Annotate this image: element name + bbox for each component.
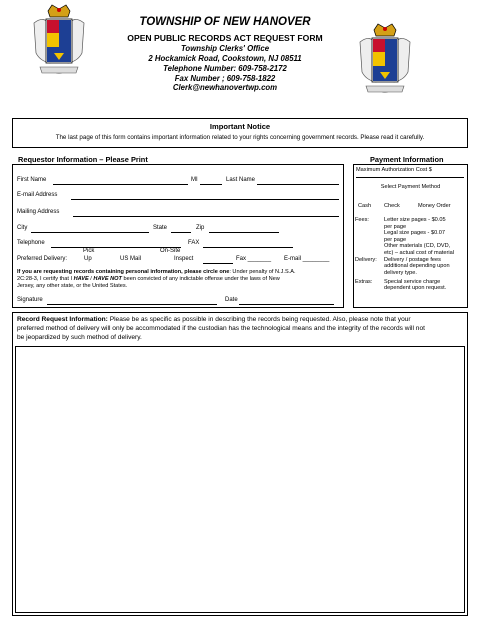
mailing-field[interactable] bbox=[73, 216, 339, 217]
certify-line-1 bbox=[17, 269, 343, 276]
requestor-heading: Requestor Information – Please Print bbox=[18, 155, 148, 164]
email-label: E-mail Address bbox=[17, 192, 58, 198]
inspect-blank bbox=[203, 263, 233, 264]
extras-line-2: dependent upon request. bbox=[384, 285, 447, 292]
mailing-label: Mailing Address bbox=[17, 209, 60, 215]
fees-line-1: Letter size pages - $0.05 bbox=[384, 217, 446, 223]
certify-rest-text: : Under penalty of N.J.S.A. bbox=[229, 269, 296, 275]
township-title: TOWNSHIP OF NEW HANOVER bbox=[139, 16, 311, 28]
telephone-label: Telephone bbox=[17, 240, 45, 246]
delivery-option-email[interactable]: E-mail ________ bbox=[284, 256, 330, 262]
delivery-option-inspect[interactable]: Inspect bbox=[174, 256, 194, 262]
max-cost-field[interactable] bbox=[356, 177, 464, 178]
pick-label: Pick bbox=[83, 248, 95, 254]
state-label: State bbox=[153, 225, 168, 231]
mi-field[interactable] bbox=[200, 184, 222, 185]
onsite-label: On-Site bbox=[160, 248, 181, 254]
fees-line-6: etc) – actual cost of material bbox=[384, 250, 454, 256]
delivery-fee-line-3: delivery type. bbox=[384, 269, 417, 276]
certify-line2-a: 2C:28-3, I certify that I bbox=[17, 276, 73, 282]
payment-check[interactable]: Check bbox=[384, 203, 400, 209]
payment-cash[interactable]: Cash bbox=[358, 203, 372, 209]
select-payment-label: Select Payment Method bbox=[380, 184, 441, 190]
first-name-label: First Name bbox=[17, 177, 47, 183]
office-address: 2 Hockamick Road, Cookstown, NJ 08511 bbox=[148, 54, 302, 63]
delivery-fee-line-2: additional depending upon bbox=[384, 263, 450, 270]
record-request-textarea[interactable] bbox=[15, 346, 465, 613]
last-name-label: Last Name bbox=[226, 177, 256, 183]
record-request-text-1: Please be as specific as possible in describing the records being requested. Also, please note that your bbox=[107, 316, 411, 323]
office-fax: Fax Number ; 609-758-1822 bbox=[174, 74, 276, 83]
township-crest-left bbox=[30, 3, 88, 83]
date-field[interactable] bbox=[239, 304, 334, 305]
city-field[interactable] bbox=[31, 232, 149, 233]
office-name: Township Clerks' Office bbox=[180, 44, 270, 53]
delivery-option-pickup[interactable]: Up bbox=[84, 256, 92, 262]
record-request-text-2: preferred method of delivery will only be accommodated if the custodian has the technological means and the integrity of the records will not bbox=[17, 324, 425, 332]
fax-label: FAX bbox=[188, 240, 200, 246]
notice-title: Important Notice bbox=[209, 122, 271, 131]
zip-label: Zip bbox=[196, 225, 205, 231]
certify-line2-b: been convicted of any indictable offense under the laws of New bbox=[123, 276, 280, 282]
signature-label: Signature bbox=[17, 297, 43, 303]
city-label: City bbox=[17, 225, 28, 231]
office-email: Clerk@newhanovertwp.com bbox=[172, 83, 278, 92]
preferred-delivery-label: Preferred Delivery: bbox=[17, 256, 68, 262]
payment-box bbox=[353, 164, 468, 308]
fees-label: Fees: bbox=[355, 217, 369, 223]
delivery-option-us-mail[interactable]: US Mail bbox=[120, 256, 142, 262]
requestor-box bbox=[12, 164, 344, 308]
certify-bold-text: If you are requesting records containing personal information, please circle one bbox=[17, 269, 230, 275]
extras-line-1: Special service charge bbox=[384, 278, 441, 285]
important-notice-box bbox=[12, 118, 468, 148]
last-name-field[interactable] bbox=[257, 184, 339, 185]
email-field[interactable] bbox=[71, 199, 339, 200]
certify-line-2 bbox=[17, 276, 343, 283]
fees-line-4: per page bbox=[384, 236, 407, 243]
date-label: Date bbox=[225, 297, 238, 303]
state-field[interactable] bbox=[171, 232, 191, 233]
payment-money-order[interactable]: Money Order bbox=[418, 203, 451, 209]
zip-field[interactable] bbox=[209, 232, 279, 233]
max-cost-label: Maximum Authorization Cost $ bbox=[356, 167, 432, 173]
record-request-instructions bbox=[17, 316, 463, 342]
record-request-text-3: be jeopardized by such method of delivery. bbox=[17, 333, 142, 341]
delivery-fee-line-1: Delivery / postage fees bbox=[384, 256, 441, 263]
fees-line-2: per page bbox=[384, 223, 407, 230]
extras-label: Extras: bbox=[355, 278, 373, 285]
record-request-label: Record Request Information: bbox=[17, 316, 108, 323]
record-request-box bbox=[12, 312, 468, 616]
signature-field[interactable] bbox=[47, 304, 217, 305]
form-title: OPEN PUBLIC RECORDS ACT REQUEST FORM bbox=[127, 33, 323, 43]
payment-heading: Payment Information bbox=[370, 155, 444, 164]
notice-text: The last page of this form contains important information related to your rights concerning government records. Please read it carefully. bbox=[55, 134, 425, 141]
have-option[interactable]: HAVE bbox=[73, 276, 89, 282]
fees-line-5: Other materials (CD, DVD, bbox=[384, 243, 451, 250]
fax-field[interactable] bbox=[203, 247, 293, 248]
township-crest-right bbox=[356, 22, 414, 102]
delivery-option-fax[interactable]: Fax _______ bbox=[236, 256, 272, 262]
fees-line-3: Legal size pages - $0.07 bbox=[384, 230, 445, 237]
have-not-option[interactable]: HAVE NOT bbox=[93, 276, 122, 282]
certify-line-3: Jersey, any other state, or the United States. bbox=[17, 283, 128, 289]
mi-label: MI bbox=[191, 177, 198, 183]
office-phone: Telephone Number: 609-758-2172 bbox=[163, 64, 287, 73]
delivery-fee-label: Delivery: bbox=[355, 256, 377, 263]
slash-text: / bbox=[90, 276, 92, 282]
first-name-field[interactable] bbox=[53, 184, 188, 185]
